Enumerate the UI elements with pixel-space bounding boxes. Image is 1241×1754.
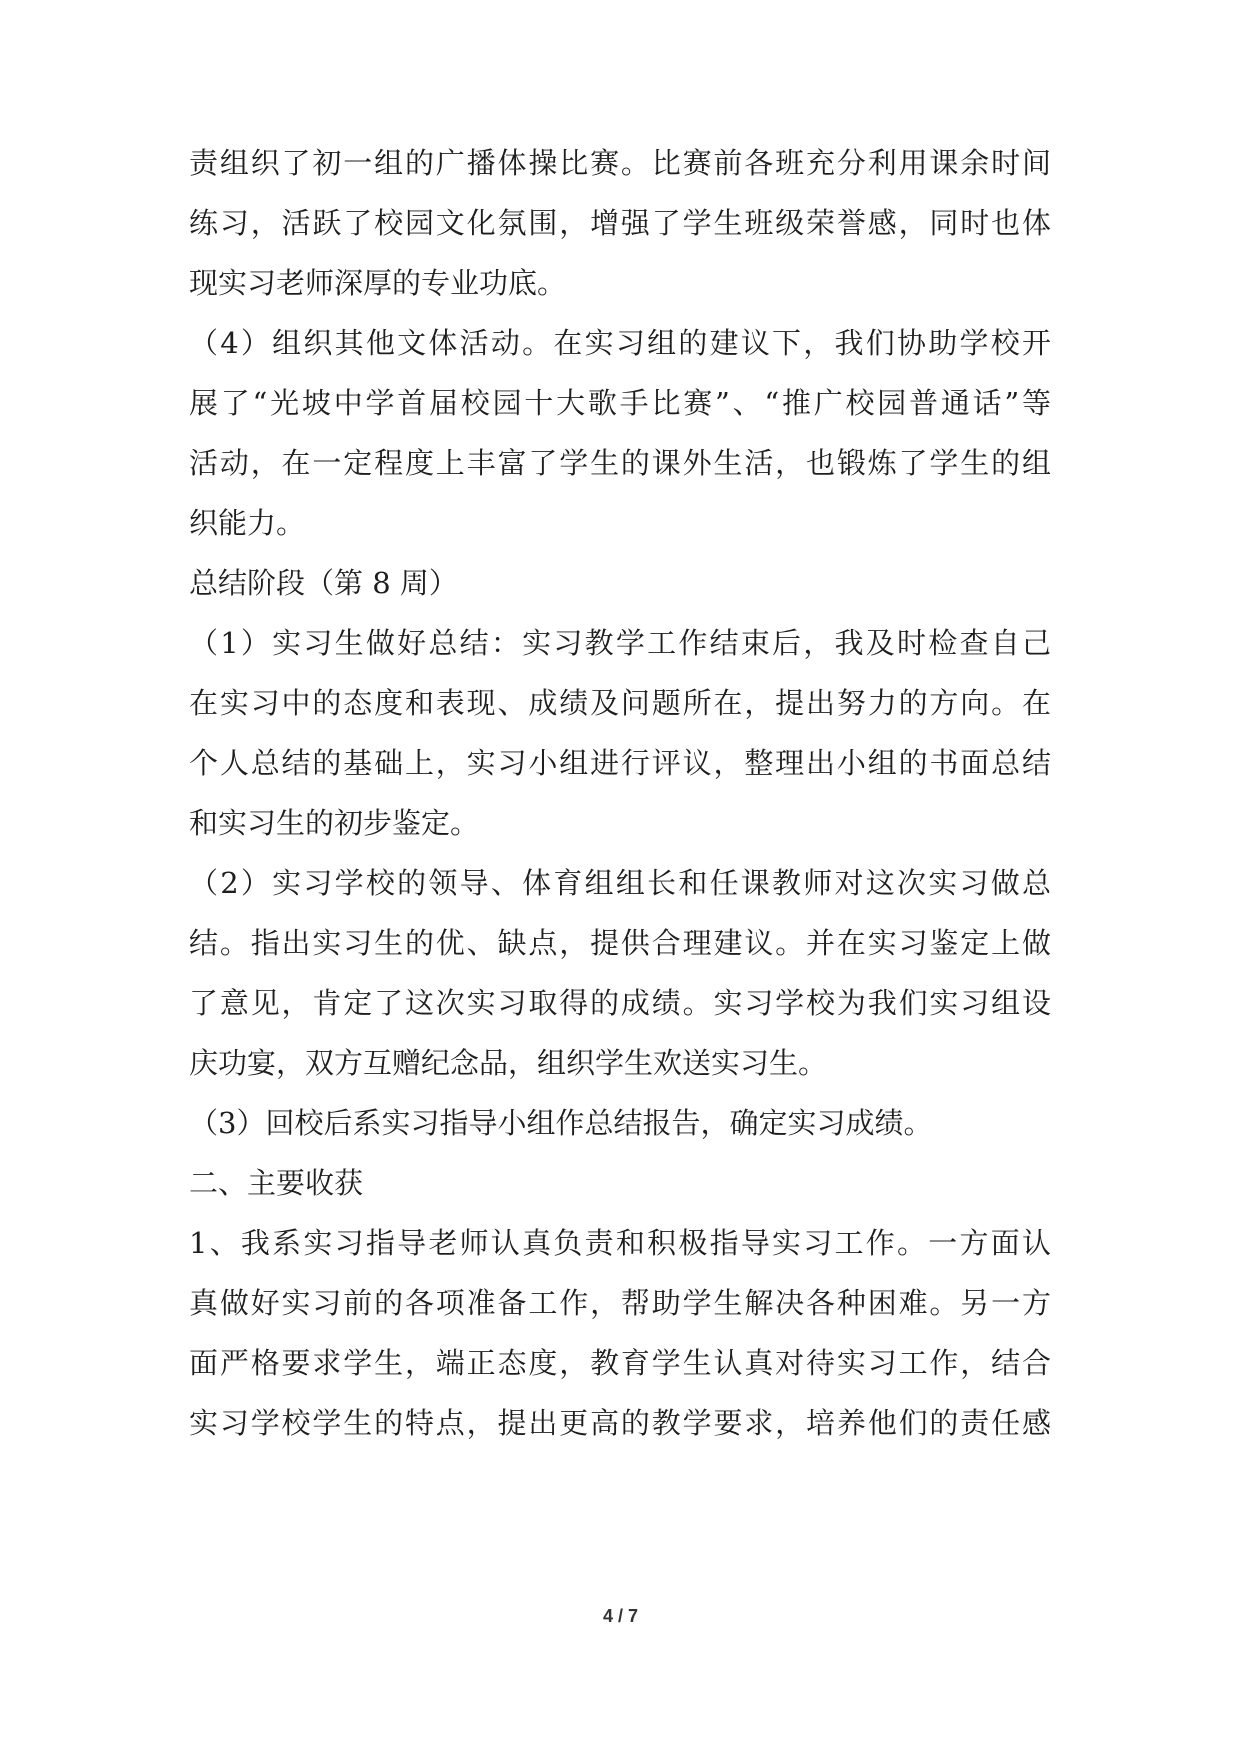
text-line: 庆功宴，双方互赠纪念品，组织学生欢送实习生。 — [189, 1046, 828, 1080]
text-line: 1、我系实习指导老师认真负责和积极指导实习工作。一方面认 — [189, 1226, 1051, 1260]
text-line: 展了“光坡中学首届校园十大歌手比赛”、“推广校园普通话”等 — [189, 386, 1051, 420]
text-line: （3）回校后系实习指导小组作总结报告，确定实习成绩。 — [189, 1106, 933, 1140]
section-heading: 总结阶段（第 8 周） — [189, 566, 458, 600]
text-line: 真做好实习前的各项准备工作，帮助学生解决各种困难。另一方 — [189, 1286, 1051, 1320]
text-line: 练习，活跃了校园文化氛围，增强了学生班级荣誉感，同时也体 — [189, 206, 1051, 240]
text-line: 实习学校学生的特点，提出更高的教学要求，培养他们的责任感 — [189, 1406, 1051, 1440]
text-line: （2）实习学校的领导、体育组组长和任课教师对这次实习做总 — [189, 866, 1051, 900]
text-line: 在实习中的态度和表现、成绩及问题所在，提出努力的方向。在 — [189, 686, 1051, 720]
text-line: 结。指出实习生的优、缺点，提供合理建议。并在实习鉴定上做 — [189, 926, 1051, 960]
text-line: （1）实习生做好总结：实习教学工作结束后，我及时检查自己 — [189, 626, 1051, 660]
text-line: （4）组织其他文体活动。在实习组的建议下，我们协助学校开 — [189, 326, 1051, 360]
text-line: 和实习生的初步鉴定。 — [189, 806, 480, 840]
text-line: 面严格要求学生，端正态度，教育学生认真对待实习工作，结合 — [189, 1346, 1051, 1380]
section-heading: 二、主要收获 — [189, 1166, 364, 1200]
text-line: 了意见，肯定了这次实习取得的成绩。实习学校为我们实习组设 — [189, 986, 1051, 1020]
page-number: 4 / 7 — [602, 1606, 639, 1626]
text-line: 现实习老师深厚的专业功底。 — [189, 266, 567, 300]
text-line: 个人总结的基础上，实习小组进行评议，整理出小组的书面总结 — [189, 746, 1051, 780]
text-line: 活动，在一定程度上丰富了学生的课外生活，也锻炼了学生的组 — [189, 446, 1051, 480]
text-line: 织能力。 — [189, 506, 306, 540]
text-line: 责组织了初一组的广播体操比赛。比赛前各班充分利用课余时间 — [189, 146, 1051, 180]
